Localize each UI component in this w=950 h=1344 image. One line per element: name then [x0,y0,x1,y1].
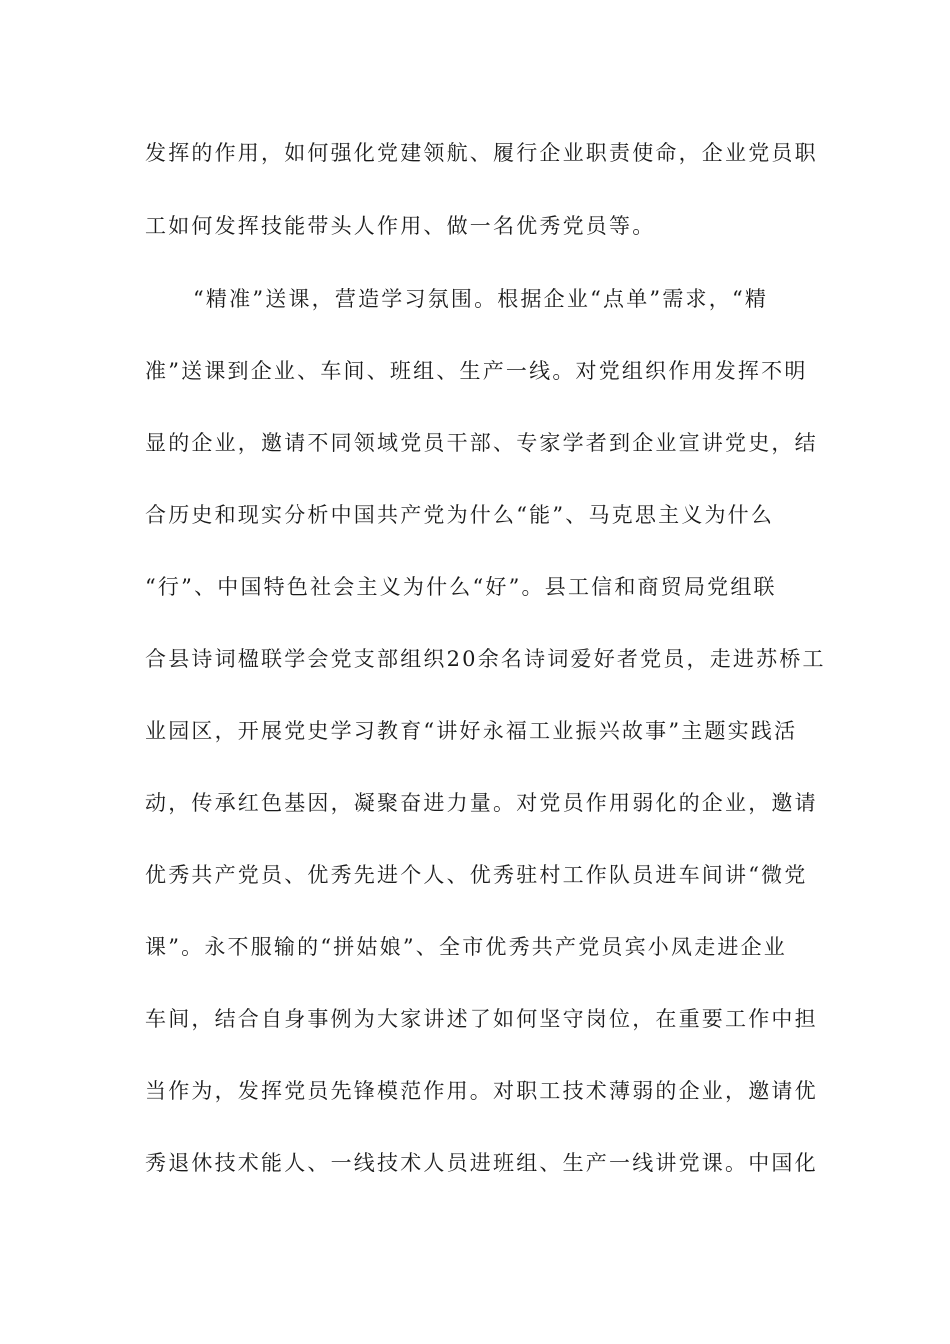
body-text-line: 动，传承红色基因，凝聚奋进力量。对党员作用弱化的企业，邀请 [145,791,818,815]
body-text-line: 课”。永不服输的“拼姑娘”、全市优秀共产党员宾小凤走进企业 [145,935,788,959]
body-text-line: 优秀共产党员、优秀先进个人、优秀驻村工作队员进车间讲“微党 [145,863,808,887]
body-text-line: 工如何发挥技能带头人作用、做一名优秀党员等。 [145,214,656,238]
body-text-line: “行”、中国特色社会主义为什么“好”。县工信和商贸局党组联 [145,575,777,599]
body-text-line: 显的企业，邀请不同领域党员干部、专家学者到企业宣讲党史，结 [145,431,818,455]
paragraph-start-line: “精准”送课，营造学习氛围。根据企业“点单”需求，“精 [193,287,769,311]
body-text-line: 秀退休技术能人、一线技术人员进班组、生产一线讲党课。中国化 [145,1151,818,1175]
body-text-line: 合县诗词楹联学会党支部组织20余名诗词爱好者党员，走进苏桥工 [145,647,826,671]
body-text-line: 发挥的作用，如何强化党建领航、履行企业职责使命，企业党员职 [145,141,818,165]
body-text-line: 当作为，发挥党员先锋模范作用。对职工技术薄弱的企业，邀请优 [145,1079,818,1103]
body-text-line: 合历史和现实分析中国共产党为什么“能”、马克思主义为什么 [145,503,775,527]
body-text-line: 车间，结合自身事例为大家讲述了如何坚守岗位，在重要工作中担 [145,1007,818,1031]
body-text-line: 业园区，开展党史学习教育“讲好永福工业振兴故事”主题实践活 [145,719,798,743]
body-text-line: 准”送课到企业、车间、班组、生产一线。对党组织作用发挥不明 [145,359,808,383]
